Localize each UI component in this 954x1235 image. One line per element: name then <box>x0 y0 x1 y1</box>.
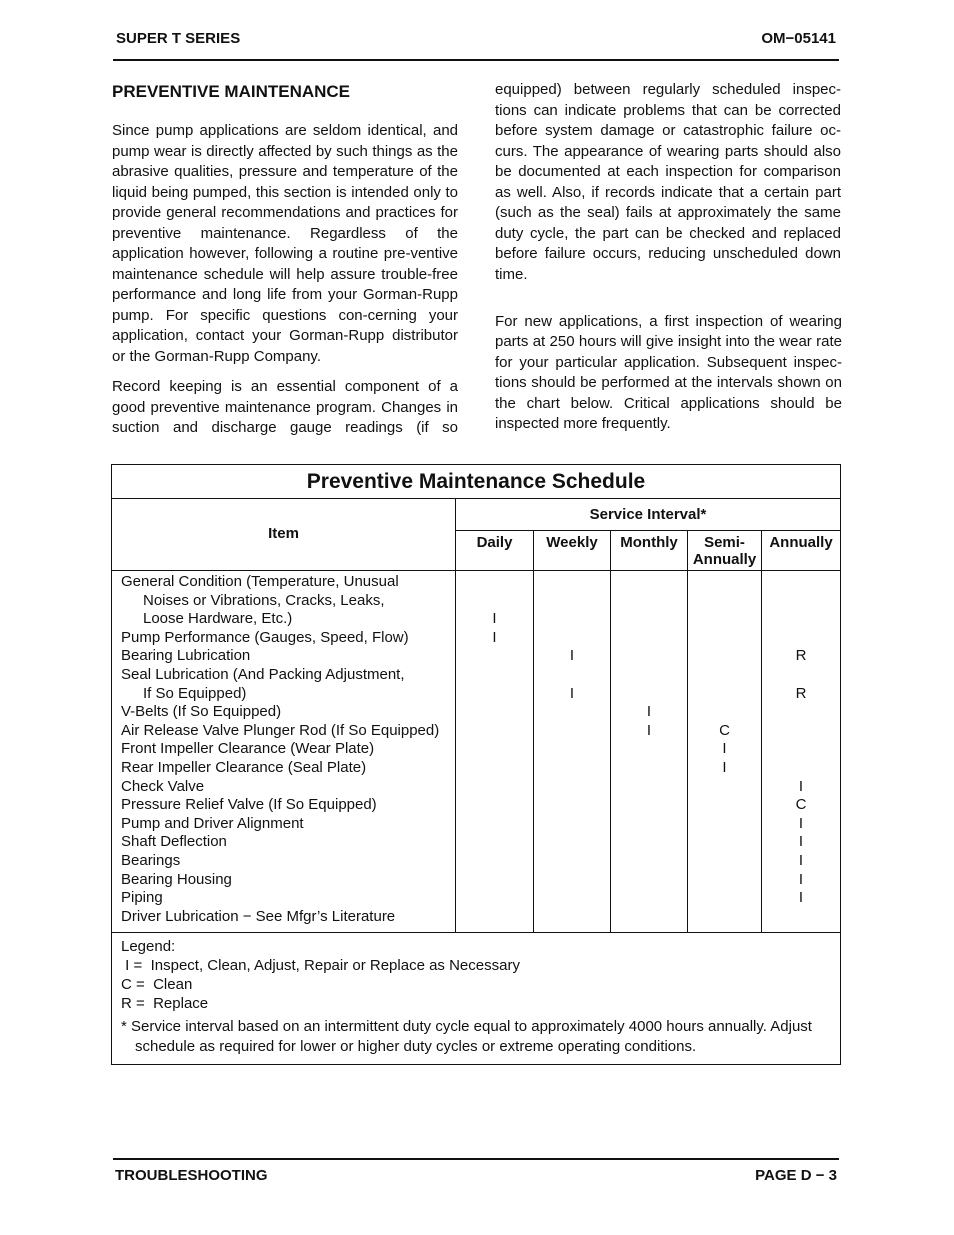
semi-mark <box>688 815 761 834</box>
weekly-mark <box>534 796 610 815</box>
annually-mark <box>762 573 840 592</box>
weekly-mark <box>534 778 610 797</box>
daily-mark <box>456 833 533 852</box>
daily-header: Daily <box>456 531 534 571</box>
monthly-mark <box>611 852 687 871</box>
monthly-mark: I <box>646 703 652 721</box>
legend-entry: R = Replace <box>121 995 209 1013</box>
schedule-title: Preventive Maintenance Schedule <box>112 465 841 499</box>
monthly-mark <box>611 815 687 834</box>
weekly-mark <box>534 871 610 890</box>
legend-entry: C = Clean <box>121 976 193 994</box>
service-interval-header: Service Interval* <box>456 499 841 531</box>
annually-header: Annually <box>762 531 841 571</box>
schedule-item: Pressure Relief Valve (If So Equipped) <box>121 796 377 814</box>
paragraph-record-keeping-cont: equipped) between regularly scheduled inspec-tions can indicate problems that can be corrected before system damage or catastrophic failure oc-curs. The appearance of wearing parts should also be documented at each inspection for comparison as well. Also, if records indicate that a certain part (such as the seal) fails at approximately the same duty cycle, the part can be checked and replaced before failure occurs, reducing unscheduled down time. <box>495 81 841 283</box>
weekly-mark <box>534 573 610 592</box>
schedule-item: Driver Lubrication − See Mfgr’s Literature <box>121 907 396 925</box>
left-column <box>112 82 458 439</box>
monthly-mark: I <box>646 721 652 739</box>
weekly-mark <box>534 852 610 871</box>
legend-entry: I = Inspect, Clean, Adjust, Repair or Replace as Necessary <box>121 957 520 975</box>
schedule-item: If So Equipped) <box>143 684 247 702</box>
monthly-mark <box>611 740 687 759</box>
daily-mark <box>456 666 533 685</box>
monthly-mark <box>611 908 687 927</box>
paragraph-record-keeping: Record keeping is an essential component of a good preventive maintenance program. Changes in suction and discharge gauge readings (if so <box>112 378 458 436</box>
semi-mark <box>688 573 761 592</box>
monthly-mark <box>611 778 687 797</box>
annually-mark: R <box>795 684 807 702</box>
weekly-mark: I <box>569 684 575 702</box>
daily-mark: I <box>492 610 497 628</box>
semi-mark <box>688 592 761 611</box>
semi-mark: I <box>722 740 727 758</box>
monthly-mark <box>611 610 687 629</box>
header-doc-number: OM−05141 <box>761 30 836 47</box>
schedule-item: Piping <box>121 889 163 907</box>
annually-mark <box>762 666 840 685</box>
weekly-mark: I <box>569 647 575 665</box>
annually-mark <box>762 703 840 722</box>
schedule-item: Bearings <box>121 851 181 869</box>
monthly-marks <box>611 571 688 933</box>
weekly-mark <box>534 833 610 852</box>
semi-mark <box>688 852 761 871</box>
annually-mark: I <box>798 870 804 888</box>
monthly-mark <box>611 833 687 852</box>
semi-mark: C <box>719 721 730 739</box>
legend <box>112 933 841 1065</box>
semi-mark <box>688 796 761 815</box>
weekly-header: Weekly <box>534 531 611 571</box>
header-series: SUPER T SERIES <box>116 30 241 47</box>
semi-mark <box>688 778 761 797</box>
daily-mark <box>456 759 533 778</box>
annually-mark <box>762 740 840 759</box>
semi-mark <box>688 610 761 629</box>
annually-mark <box>762 610 840 629</box>
annually-mark: I <box>798 889 804 907</box>
annually-marks <box>762 571 841 933</box>
monthly-mark <box>611 796 687 815</box>
annually-mark: C <box>795 796 807 814</box>
schedule-item: Shaft Deflection <box>121 833 227 851</box>
schedule-item: Check Valve <box>121 777 205 795</box>
schedule-item: Noises or Vibrations, Cracks, Leaks, <box>143 591 385 609</box>
schedule-item: General Condition (Temperature, Unusual <box>121 573 399 590</box>
monthly-mark <box>611 647 687 666</box>
daily-mark <box>456 778 533 797</box>
daily-mark <box>456 703 533 722</box>
weekly-mark <box>534 889 610 908</box>
annually-mark <box>762 629 840 648</box>
monthly-mark <box>611 871 687 890</box>
page-footer <box>113 1158 839 1188</box>
daily-mark: I <box>492 628 497 646</box>
annually-mark: I <box>798 814 804 832</box>
weekly-mark <box>534 908 610 927</box>
annually-mark: I <box>798 833 804 851</box>
item-column-header: Item <box>112 499 456 571</box>
semi-mark: I <box>722 758 727 776</box>
semi-annually-header <box>688 531 762 571</box>
daily-mark <box>456 573 533 592</box>
weekly-mark <box>534 759 610 778</box>
item-list <box>112 571 456 933</box>
weekly-mark <box>534 815 610 834</box>
daily-mark <box>456 740 533 759</box>
legend-footnote: * Service interval based on an intermittent duty cycle equal to approximately 4000 hours annually. Adjust schedule as required for lower or higher duty cycles or extreme operating conditions. <box>121 1018 812 1055</box>
weekly-mark <box>534 629 610 648</box>
annually-mark <box>762 908 840 927</box>
monthly-mark <box>611 889 687 908</box>
annually-mark <box>762 592 840 611</box>
semi-mark <box>688 889 761 908</box>
schedule-item: Front Impeller Clearance (Wear Plate) <box>121 740 375 758</box>
right-column <box>495 80 842 435</box>
paragraph-intro: Since pump applications are seldom identical, and pump wear is directly affected by such things as the abrasive qualities, pressure and temperature of the liquid being pumped, this section is intended only to provide general recommendations and practices for preventive maintenance. Regardless of the application however, following a routine pre-ventive maintenance schedule will help assure trouble-free performance and long life from your Gorman-Rupp pump. For specific questions con-cerning your application, contact your Gorman-Rupp distributor or the Gorman-Rupp Company. <box>112 122 458 365</box>
schedule-item: Air Release Valve Plunger Rod (If So Equipped) <box>121 721 440 739</box>
schedule-item: Seal Lubrication (And Packing Adjustment, <box>121 665 405 683</box>
daily-mark <box>456 592 533 611</box>
monthly-mark <box>611 629 687 648</box>
daily-mark <box>456 852 533 871</box>
semi-mark <box>688 647 761 666</box>
schedule-item: Bearing Lubrication <box>121 647 251 665</box>
semi-mark <box>688 685 761 704</box>
semi-annually-marks <box>688 571 762 933</box>
schedule-item: Loose Hardware, Etc.) <box>143 610 293 628</box>
semi-mark <box>688 629 761 648</box>
semi-mark <box>688 908 761 927</box>
monthly-header: Monthly <box>611 531 688 571</box>
maintenance-schedule-table <box>111 464 841 1065</box>
page-header <box>113 29 839 61</box>
semi-annually-line2: Annually <box>692 551 757 568</box>
schedule-item: Pump Performance (Gauges, Speed, Flow) <box>121 628 409 646</box>
semi-mark <box>688 703 761 722</box>
annually-mark <box>762 759 840 778</box>
monthly-mark <box>611 573 687 592</box>
weekly-mark <box>534 740 610 759</box>
daily-mark <box>456 908 533 927</box>
daily-marks <box>456 571 534 933</box>
monthly-mark <box>611 685 687 704</box>
weekly-mark <box>534 722 610 741</box>
weekly-mark <box>534 703 610 722</box>
daily-mark <box>456 647 533 666</box>
schedule-item: Rear Impeller Clearance (Seal Plate) <box>121 758 367 776</box>
semi-annually-line1: Semi- <box>704 534 745 551</box>
section-title: PREVENTIVE MAINTENANCE <box>112 82 351 101</box>
annually-mark: I <box>798 777 804 795</box>
daily-mark <box>456 871 533 890</box>
monthly-mark <box>611 759 687 778</box>
annually-mark: R <box>795 647 807 665</box>
monthly-mark <box>611 666 687 685</box>
footer-page-number: PAGE D − 3 <box>755 1167 837 1184</box>
semi-mark <box>688 666 761 685</box>
schedule-item: Pump and Driver Alignment <box>121 814 304 832</box>
weekly-mark <box>534 610 610 629</box>
daily-mark <box>456 796 533 815</box>
annually-mark: I <box>798 851 804 869</box>
monthly-mark <box>611 592 687 611</box>
weekly-mark <box>534 592 610 611</box>
legend-title: Legend: <box>121 938 176 956</box>
weekly-marks <box>534 571 611 933</box>
legend-entries <box>121 956 840 1013</box>
daily-mark <box>456 889 533 908</box>
semi-mark <box>688 871 761 890</box>
schedule-item: V-Belts (If So Equipped) <box>121 703 282 721</box>
semi-mark <box>688 833 761 852</box>
daily-mark <box>456 815 533 834</box>
annually-mark <box>762 722 840 741</box>
daily-mark <box>456 722 533 741</box>
daily-mark <box>456 685 533 704</box>
footer-section: TROUBLESHOOTING <box>115 1167 268 1184</box>
weekly-mark <box>534 666 610 685</box>
schedule-item: Bearing Housing <box>121 870 232 888</box>
paragraph-new-applications: For new applications, a first inspection of wearing parts at 250 hours will give insight into the wear rate for your particular application. Subsequent inspec-tions should be performed at the intervals shown on the chart below. Critical applications should be inspected more frequently. <box>495 312 842 432</box>
